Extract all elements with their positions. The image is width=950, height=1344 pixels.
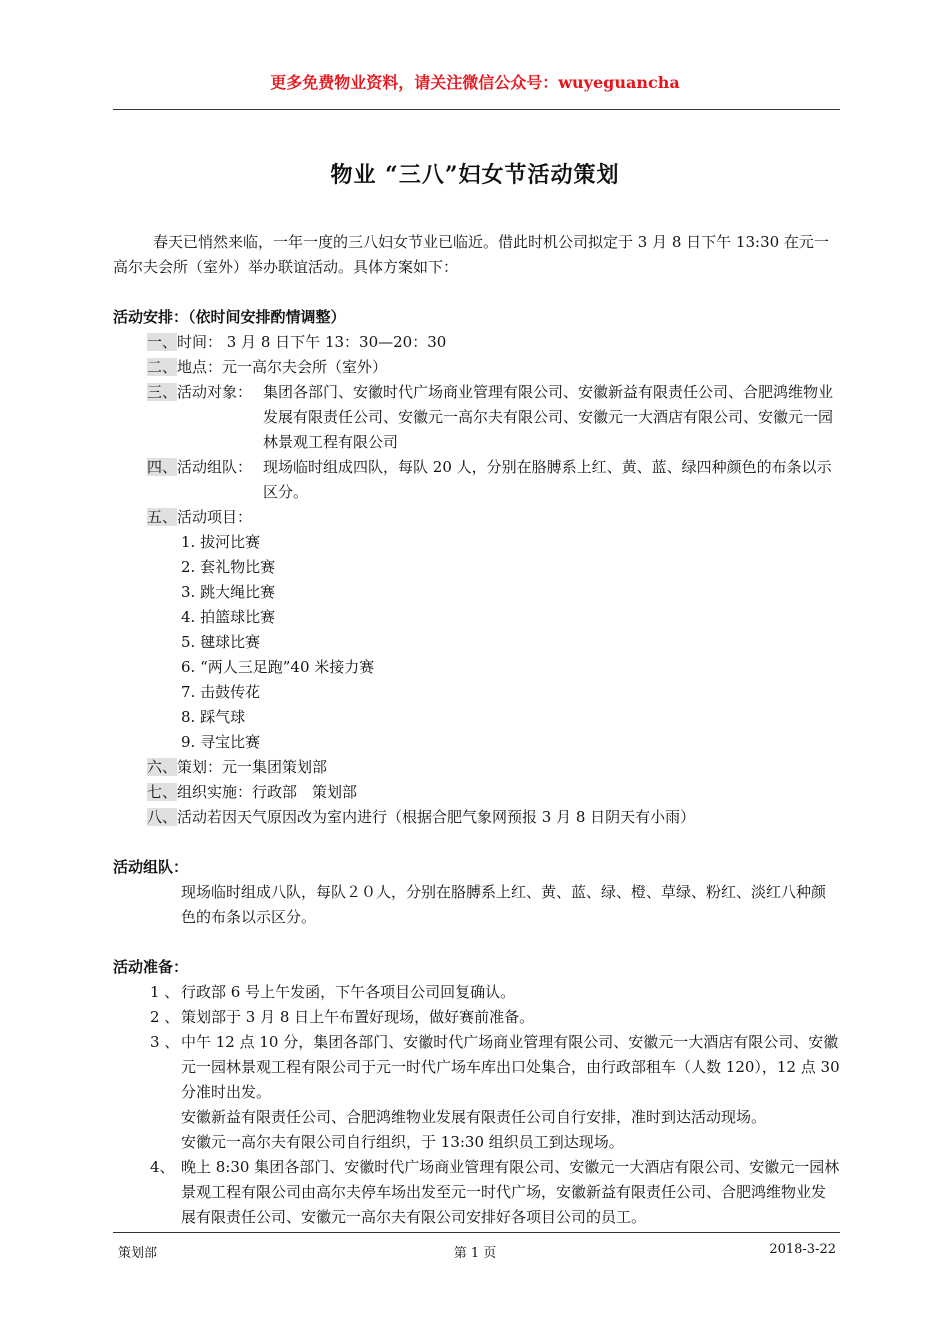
project-item: 1. 拔河比赛 bbox=[181, 533, 261, 551]
schedule-item-4-text: 现场临时组成四队，每队 20 人，分别在胳膊系上红、黄、蓝、绿四种颜色的布条以示区分。 bbox=[263, 458, 832, 501]
item-text: 活动若因天气原因改为室内进行（根据合肥气象网预报 3 月 8 日阴天有小雨） bbox=[177, 808, 696, 826]
prep-item-1-text: 行政部 6 号上午发函，下午各项目公司回复确认。 bbox=[181, 983, 516, 1001]
prep-item-4-num: 4、 bbox=[150, 1158, 175, 1176]
item-number: 四、 bbox=[147, 458, 178, 476]
schedule-item-8 bbox=[147, 805, 695, 830]
prep-item-3-num: 3 、 bbox=[150, 1033, 180, 1051]
schedule-item-4-label bbox=[147, 455, 252, 480]
prep-item-2-num: 2 、 bbox=[150, 1008, 180, 1026]
item-text: 策划：元一集团策划部 bbox=[177, 758, 328, 776]
schedule-item-3-label bbox=[147, 380, 252, 405]
item-number: 一、 bbox=[147, 333, 178, 351]
project-item: 5. 毽球比赛 bbox=[181, 633, 261, 651]
prep-item-3-text: 中午 12 点 10 分，集团各部门、安徽时代广场商业管理有限公司、安徽元一大酒店有限公司、安徽元一园林景观工程有限公司于元一时代广场车库出口处集合，由行政部租车（人数 120），12 点 30 分准时出发。 bbox=[181, 1033, 840, 1101]
promo-banner: 更多免费物业资料，请关注微信公众号：wuyeguancha bbox=[270, 73, 680, 92]
header-rule bbox=[113, 109, 840, 110]
prep-item-3-note-2: 安徽元一高尔夫有限公司自行组织，于 13:30 组织员工到达现场。 bbox=[181, 1133, 624, 1151]
project-item: 6. “两人三足跑”40 米接力赛 bbox=[181, 658, 375, 676]
item-label: 活动对象： bbox=[177, 383, 253, 401]
item-label: 活动组队： bbox=[177, 458, 253, 476]
schedule-item-7 bbox=[147, 780, 357, 805]
project-item: 9. 寻宝比赛 bbox=[181, 733, 261, 751]
item-text: 组织实施：行政部 策划部 bbox=[177, 783, 358, 801]
intro-paragraph: 春天已悄然来临，一年一度的三八妇女节业已临近。借此时机公司拟定于 3 月 8 日下午 13:30 在元一高尔夫会所（室外）举办联谊活动。具体方案如下： bbox=[113, 233, 829, 276]
schedule-item-1 bbox=[147, 330, 446, 355]
footer-date: 2018-3-22 bbox=[769, 1242, 836, 1257]
prep-item-3-note-1: 安徽新益有限责任公司、合肥鸿维物业发展有限责任公司自行安排，准时到达活动现场。 bbox=[181, 1108, 767, 1126]
footer-rule bbox=[113, 1232, 840, 1233]
item-text: 时间： 3 月 8 日下午 13：30—20：30 bbox=[177, 333, 447, 351]
schedule-item-3-text: 集团各部门、安徽时代广场商业管理有限公司、安徽新益有限责任公司、合肥鸿维物业发展有限责任公司、安徽元一高尔夫有限公司、安徽元一大酒店有限公司、安徽元一园林景观工程有限公司 bbox=[263, 383, 834, 451]
item-text: 活动项目： bbox=[177, 508, 253, 526]
project-item: 8. 踩气球 bbox=[181, 708, 246, 726]
project-item: 4. 拍篮球比赛 bbox=[181, 608, 276, 626]
item-number: 七、 bbox=[147, 783, 178, 801]
item-number: 五、 bbox=[147, 508, 178, 526]
footer-department: 策划部 bbox=[118, 1246, 158, 1261]
item-number: 三、 bbox=[147, 383, 178, 401]
item-text: 地点：元一高尔夫会所（室外） bbox=[177, 358, 388, 376]
document-title: 物业 “三八”妇女节活动策划 bbox=[330, 162, 620, 188]
prep-heading: 活动准备： bbox=[113, 958, 189, 976]
schedule-heading: 活动安排：（依时间安排酌情调整） bbox=[113, 308, 346, 326]
teams-text: 现场临时组成八队，每队２０人，分别在胳膊系上红、黄、蓝、绿、橙、草绿、粉红、淡红八种颜色的布条以示区分。 bbox=[181, 883, 827, 926]
item-number: 六、 bbox=[147, 758, 178, 776]
teams-heading: 活动组队： bbox=[113, 858, 189, 876]
prep-item-1-num: 1 、 bbox=[150, 983, 180, 1001]
prep-item-2-text: 策划部于 3 月 8 日上午布置好现场，做好赛前准备。 bbox=[181, 1008, 535, 1026]
schedule-item-6 bbox=[147, 755, 327, 780]
schedule-item-5 bbox=[147, 505, 252, 530]
item-number: 八、 bbox=[147, 808, 178, 826]
prep-item-4-text: 晚上 8:30 集团各部门、安徽时代广场商业管理有限公司、安徽元一大酒店有限公司、安徽元一园林景观工程有限公司由高尔夫停车场出发至元一时代广场，安徽新益有限责任公司、合肥鸿维物业发展有限责任公司、安徽元一高尔夫有限公司安排好各项目公司的员工。 bbox=[181, 1158, 840, 1226]
project-item: 7. 击鼓传花 bbox=[181, 683, 261, 701]
footer-page-number: 第 1 页 bbox=[453, 1246, 497, 1261]
project-item: 2. 套礼物比赛 bbox=[181, 558, 276, 576]
item-number: 二、 bbox=[147, 358, 178, 376]
schedule-item-2 bbox=[147, 355, 387, 380]
project-item: 3. 跳大绳比赛 bbox=[181, 583, 276, 601]
